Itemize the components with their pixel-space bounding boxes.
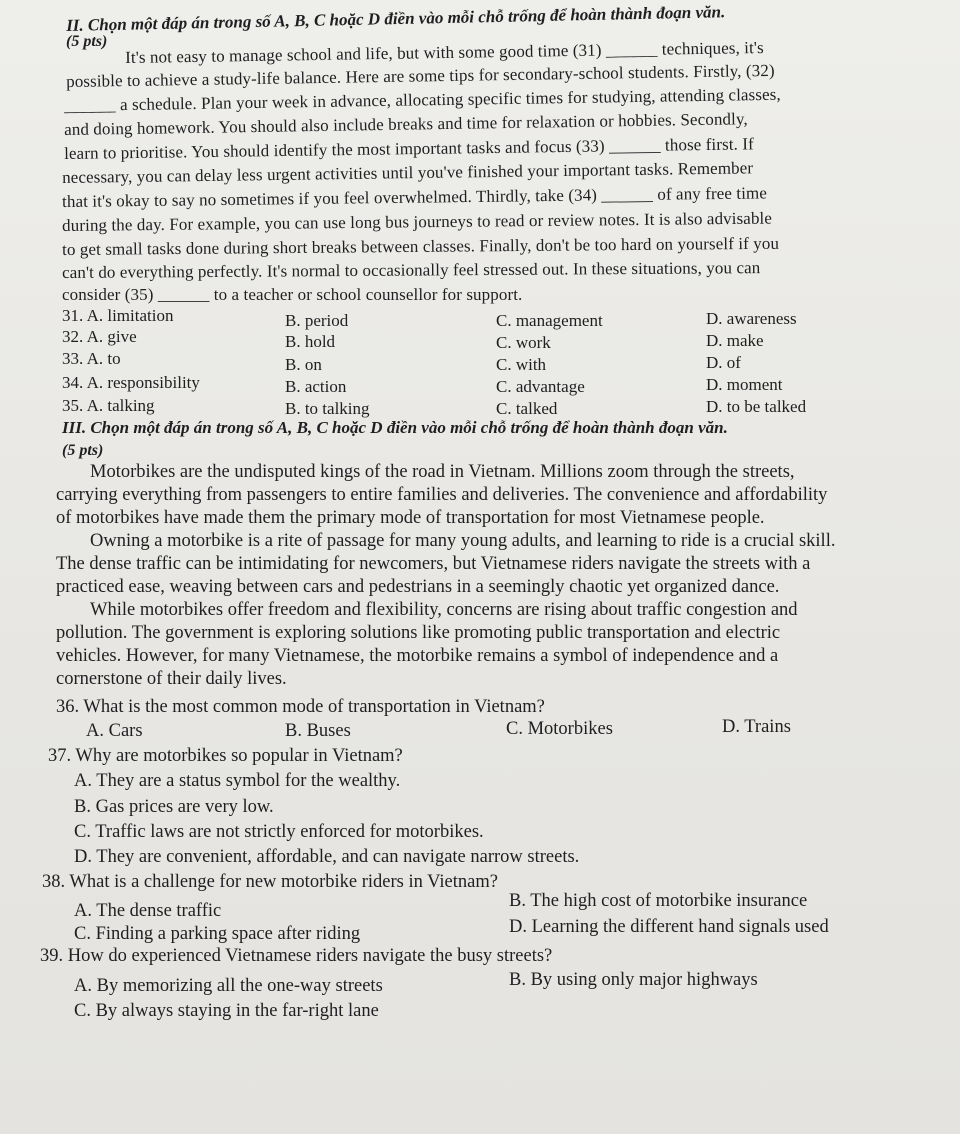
q38-stem: 38. What is a challenge for new motorbike riders in Vietnam? — [42, 872, 498, 892]
passage-line: practiced ease, weaving between cars and pedestrians in a seemingly chaotic yet organized dance. — [56, 577, 780, 597]
q33-option-d: D. of — [706, 353, 741, 372]
q37-option-d: D. They are convenient, affordable, and can navigate narrow streets. — [74, 847, 580, 867]
q35-option-d: D. to be talked — [706, 397, 807, 416]
passage-line: Motorbikes are the undisputed kings of the road in Vietnam. Millions zoom through the streets, — [90, 462, 795, 482]
q31-number-a: 31. A. limitation — [62, 306, 174, 325]
section-2-points: (5 pts) — [66, 33, 108, 50]
passage-line: The dense traffic can be intimidating for newcomers, but Vietnamese riders navigate the streets with a — [56, 554, 811, 574]
q37-option-b: B. Gas prices are very low. — [74, 797, 274, 817]
q34-option-c: C. advantage — [496, 377, 585, 396]
passage-line: While motorbikes offer freedom and flexibility, concerns are rising about traffic congestion and — [90, 600, 798, 620]
passage-line: and doing homework. You should also include breaks and time for relaxation or hobbies. Secondly, — [64, 109, 748, 139]
q37-stem: 37. Why are motorbikes so popular in Vietnam? — [48, 746, 403, 766]
q33-option-c: C. with — [496, 355, 547, 374]
q37-option-a: A. They are a status symbol for the wealthy. — [74, 771, 401, 791]
q39-option-c: C. By always staying in the far-right lane — [74, 1001, 379, 1021]
passage-line: possible to achieve a study-life balance. Here are some tips for secondary-school students. Firstly, (32) — [66, 60, 775, 91]
q34-number-a: 34. A. responsibility — [62, 373, 200, 392]
passage-line: vehicles. However, for many Vietnamese, the motorbike remains a symbol of independence and a — [56, 646, 779, 666]
q39-stem: 39. How do experienced Vietnamese riders navigate the busy streets? — [40, 946, 553, 966]
q32-option-d: D. make — [706, 331, 764, 350]
section-2-title: II. Chọn một đáp án trong số A, B, C hoặc D điền vào mỗi chỗ trống để hoàn thành đoạn văn. — [66, 2, 726, 35]
q33-option-b: B. on — [285, 355, 322, 374]
passage-line: ______ a schedule. Plan your week in advance, allocating specific times for studying, attending classes, — [64, 84, 781, 115]
q35-number-a: 35. A. talking — [62, 396, 155, 415]
q36-option-d: D. Trains — [722, 717, 791, 737]
q38-option-c: C. Finding a parking space after riding — [74, 924, 361, 944]
q31-option-c: C. management — [496, 311, 603, 330]
q35-option-c: C. talked — [496, 399, 558, 418]
q36-stem: 36. What is the most common mode of transportation in Vietnam? — [56, 697, 545, 717]
q38-option-b: B. The high cost of motorbike insurance — [509, 891, 808, 911]
section-3-points: (5 pts) — [62, 442, 104, 459]
passage-line: during the day. For example, you can use long bus journeys to read or review notes. It is also advisable — [62, 208, 773, 235]
passage-line: It's not easy to manage school and life, but with some good time (31) ______ techniques, it's — [125, 37, 764, 67]
passage-line: learn to prioritise. You should identify the most important tasks and focus (33) ______ those first. If — [64, 134, 754, 163]
passage-line: cornerstone of their daily lives. — [56, 669, 287, 689]
passage-line: consider (35) ______ to a teacher or school counsellor for support. — [62, 285, 523, 304]
q32-number-a: 32. A. give — [62, 327, 137, 346]
q32-option-c: C. work — [496, 333, 551, 352]
passage-line: of motorbikes have made them the primary mode of transportation for most Vietnamese people. — [56, 508, 765, 528]
passage-line: Owning a motorbike is a rite of passage for many young adults, and learning to ride is a crucial skill. — [90, 531, 836, 551]
q34-option-b: B. action — [285, 377, 347, 396]
passage-line: to get small tasks done during short breaks between classes. Finally, don't be too hard on yourself if you — [62, 233, 780, 259]
q39-option-a: A. By memorizing all the one-way streets — [74, 976, 383, 996]
q36-option-a: A. Cars — [86, 721, 143, 741]
section-3-title: III. Chọn một đáp án trong số A, B, C hoặc D điền vào mỗi chỗ trống để hoàn thành đoạn văn. — [62, 418, 728, 437]
passage-line: carrying everything from passengers to entire families and deliveries. The convenience and affordability — [56, 485, 828, 505]
q38-option-d: D. Learning the different hand signals used — [509, 917, 829, 937]
q39-option-b: B. By using only major highways — [509, 970, 758, 990]
q36-option-c: C. Motorbikes — [506, 719, 613, 739]
q35-option-b: B. to talking — [285, 399, 370, 418]
passage-line: can't do everything perfectly. It's normal to occasionally feel stressed out. In these situations, you can — [62, 258, 761, 282]
q32-option-b: B. hold — [285, 332, 336, 351]
q38-option-a: A. The dense traffic — [74, 901, 222, 921]
q33-number-a: 33. A. to — [62, 349, 121, 368]
q36-option-b: B. Buses — [285, 721, 351, 741]
passage-line: that it's okay to say no sometimes if you feel overwhelmed. Thirdly, take (34) ______ of any free time — [62, 183, 768, 211]
q31-option-b: B. period — [285, 311, 349, 330]
q31-option-d: D. awareness — [706, 309, 797, 328]
passage-line: necessary, you can delay less urgent activities until you've finished your important tasks. Remember — [62, 158, 754, 187]
passage-line: pollution. The government is exploring solutions like promoting public transportation and electric — [56, 623, 781, 643]
q34-option-d: D. moment — [706, 375, 783, 394]
q37-option-c: C. Traffic laws are not strictly enforced for motorbikes. — [74, 822, 484, 842]
